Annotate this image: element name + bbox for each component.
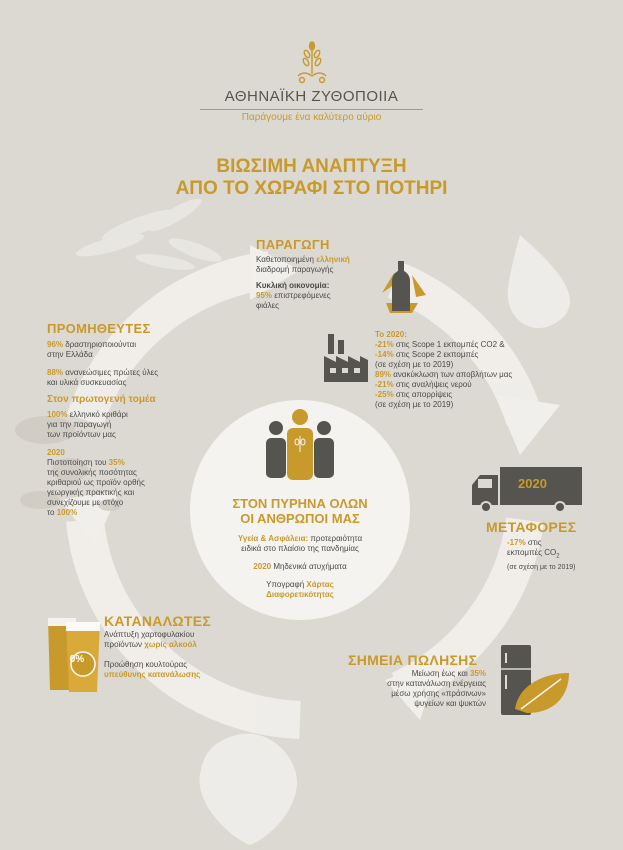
circular-label: Κυκλική οικονομία: bbox=[256, 281, 330, 290]
s1-pct: -21% bbox=[375, 340, 394, 349]
health-label: Υγεία & Ασφάλεια: bbox=[237, 534, 309, 543]
transport-vs: (σε σχέση με το 2019) bbox=[507, 564, 576, 571]
core-title-line1: ΣΤΟΝ ΠΥΡΗΝΑ ΟΛΩΝ bbox=[232, 496, 368, 511]
pos-title: ΣΗΜΕΙΑ ΠΩΛΗΣΗΣ bbox=[348, 652, 478, 668]
consumers-l4: υπεύθυνης κατανάλωσης bbox=[104, 670, 201, 679]
transport-text bbox=[507, 538, 607, 562]
production-2020 bbox=[375, 330, 575, 410]
fridge-leaf-icon bbox=[497, 643, 571, 719]
p2-text: ανανεώσιμες πρώτες ύλες bbox=[63, 368, 159, 377]
cert6-pct: 100% bbox=[56, 508, 78, 517]
charter-highlight: Χάρτας bbox=[306, 580, 334, 589]
production-line2: διαδρομή παραγωγής bbox=[256, 265, 334, 274]
consumers-title: ΚΑΤΑΝΑΛΩΤΕΣ bbox=[104, 613, 212, 629]
main-title-line2: ΑΠΟ ΤΟ ΧΩΡΑΦΙ ΣΤΟ ΠΟΤΗΡΙ bbox=[175, 178, 448, 199]
bottle-recycle-icon bbox=[372, 255, 430, 315]
pos-text bbox=[336, 669, 486, 709]
acc-year: 2020 bbox=[253, 562, 272, 571]
p2-text2: και υλικά συσκευασίας bbox=[47, 378, 127, 387]
charter-prefix: Υπογραφή bbox=[266, 580, 307, 589]
cert1-prefix: Πιστοποίηση του bbox=[47, 458, 109, 467]
waste-pct: -25% bbox=[375, 390, 394, 399]
header-divider bbox=[200, 109, 423, 110]
water-drop-decoration bbox=[508, 235, 570, 328]
vs2019b: (σε σχέση με το 2019) bbox=[375, 400, 454, 409]
y2020-label: Το 2020: bbox=[375, 330, 407, 339]
cert4: γεωργικής πρακτικής και bbox=[47, 488, 135, 497]
p1-text: δραστηριοποιούνται bbox=[63, 340, 136, 349]
p3-text: ελληνικό κριθάρι bbox=[67, 410, 128, 419]
consumers-text bbox=[104, 630, 244, 680]
pos-l1-pct: 35% bbox=[469, 669, 486, 678]
core-title-line2: ΟΙ ΑΝΘΡΩΠΟΙ ΜΑΣ bbox=[240, 511, 360, 526]
cert5: συνεχίζουμε με στόχο bbox=[47, 498, 124, 507]
beer-glasses-icon bbox=[46, 612, 102, 694]
circular-pct: 95% bbox=[256, 291, 273, 300]
waste-text: στις απορρίψεις bbox=[393, 390, 453, 399]
s2-pct: -14% bbox=[375, 350, 394, 359]
people-icon bbox=[262, 408, 338, 486]
health-text: προτεραιότητα bbox=[308, 534, 363, 543]
acc-text: Μηδενικά ατυχήματα bbox=[271, 562, 347, 571]
circular-rest: επιστρεφόμενες bbox=[272, 291, 331, 300]
brand-name: ΑΘΗΝΑΪΚΗ ΖΥΘΟΠΟΙΙΑ bbox=[224, 88, 399, 105]
cert2: της συνολικής ποσότητας bbox=[47, 468, 137, 477]
p3-text3: των προϊόντων μας bbox=[47, 430, 116, 439]
production-title: ΠΑΡΑΓΩΓΗ bbox=[256, 237, 330, 252]
transport-pct: -17% bbox=[507, 538, 526, 547]
pos-l3: μέσω χρήσης «πράσινων» bbox=[391, 689, 486, 698]
s1-text: στις Scope 1 εκπομπές CO2 & bbox=[393, 340, 505, 349]
consumers-l2-highlight: χωρίς αλκοόλ bbox=[144, 640, 197, 649]
transport-sub: 2 bbox=[556, 553, 560, 560]
p3-pct: 100% bbox=[47, 410, 68, 419]
truck-year: 2020 bbox=[518, 476, 547, 491]
production-line1-highlight: ελληνική bbox=[316, 255, 350, 264]
consumers-l1: Ανάπτυξη χαρτοφυλακίου bbox=[104, 630, 195, 639]
consumers-l2-prefix: προϊόντων bbox=[104, 640, 145, 649]
circular-rest2: φιάλες bbox=[256, 301, 280, 310]
transport-text1: στις bbox=[525, 538, 542, 547]
wheat-logo-icon bbox=[292, 40, 332, 84]
charter-highlight2: Διαφορετικότητας bbox=[266, 590, 334, 599]
pos-l2: στην κατανάλωση ενέργειας bbox=[387, 679, 486, 688]
cert1-pct: 35% bbox=[108, 458, 125, 467]
wheat-ears-decoration bbox=[74, 194, 223, 273]
zero-percent-badge: 0% bbox=[69, 654, 85, 665]
hop-leaf-decoration bbox=[199, 734, 297, 845]
transport-title: ΜΕΤΑΦΟΡΕΣ bbox=[486, 519, 577, 535]
main-title-line1: ΒΙΩΣΙΜΗ ΑΝΑΠΤΥΞΗ bbox=[216, 156, 407, 177]
consumers-l3: Προώθηση κουλτούρας bbox=[104, 660, 188, 669]
suppliers-title: ΠΡΟΜΗΘΕΥΤΕΣ bbox=[47, 321, 151, 336]
p1-text2: στην Ελλάδα bbox=[47, 350, 93, 359]
health-text2: ειδικά στο πλαίσιο της πανδημίας bbox=[241, 544, 359, 553]
water-pct: -21% bbox=[375, 380, 394, 389]
primary-title: Στον πρωτογενή τομέα bbox=[47, 394, 156, 405]
tagline: Παράγουμε ένα καλύτερο αύριο bbox=[241, 112, 382, 123]
p2-pct: 88% bbox=[47, 368, 64, 377]
p3-text2: για την παραγωγή bbox=[47, 420, 112, 429]
transport-text2: εκπομπές CO bbox=[507, 548, 557, 557]
recycle-pct: 89% bbox=[375, 370, 392, 379]
production-text bbox=[256, 255, 391, 311]
suppliers-text bbox=[47, 340, 197, 518]
factory-icon bbox=[322, 330, 370, 382]
pos-l4: ψυγείων και ψυκτών bbox=[414, 699, 486, 708]
pos-l1-prefix: Μείωση έως και bbox=[411, 669, 470, 678]
s2-text: στις Scope 2 εκπομπές bbox=[393, 350, 479, 359]
water-text: στις αναλήψεις νερού bbox=[393, 380, 472, 389]
vs2019a: (σε σχέση με το 2019) bbox=[375, 360, 454, 369]
cert6-prefix: το bbox=[47, 508, 57, 517]
core-text bbox=[200, 534, 400, 600]
suppliers-2020: 2020 bbox=[47, 448, 65, 457]
core-title bbox=[200, 496, 400, 526]
cert3: κριθαριού ως προϊόν ορθής bbox=[47, 478, 145, 487]
main-title bbox=[0, 156, 623, 200]
recycle-text: ανακύκλωση των αποβλήτων μας bbox=[391, 370, 513, 379]
production-line1-prefix: Καθετοποιημένη bbox=[256, 255, 317, 264]
p1-pct: 96% bbox=[47, 340, 64, 349]
